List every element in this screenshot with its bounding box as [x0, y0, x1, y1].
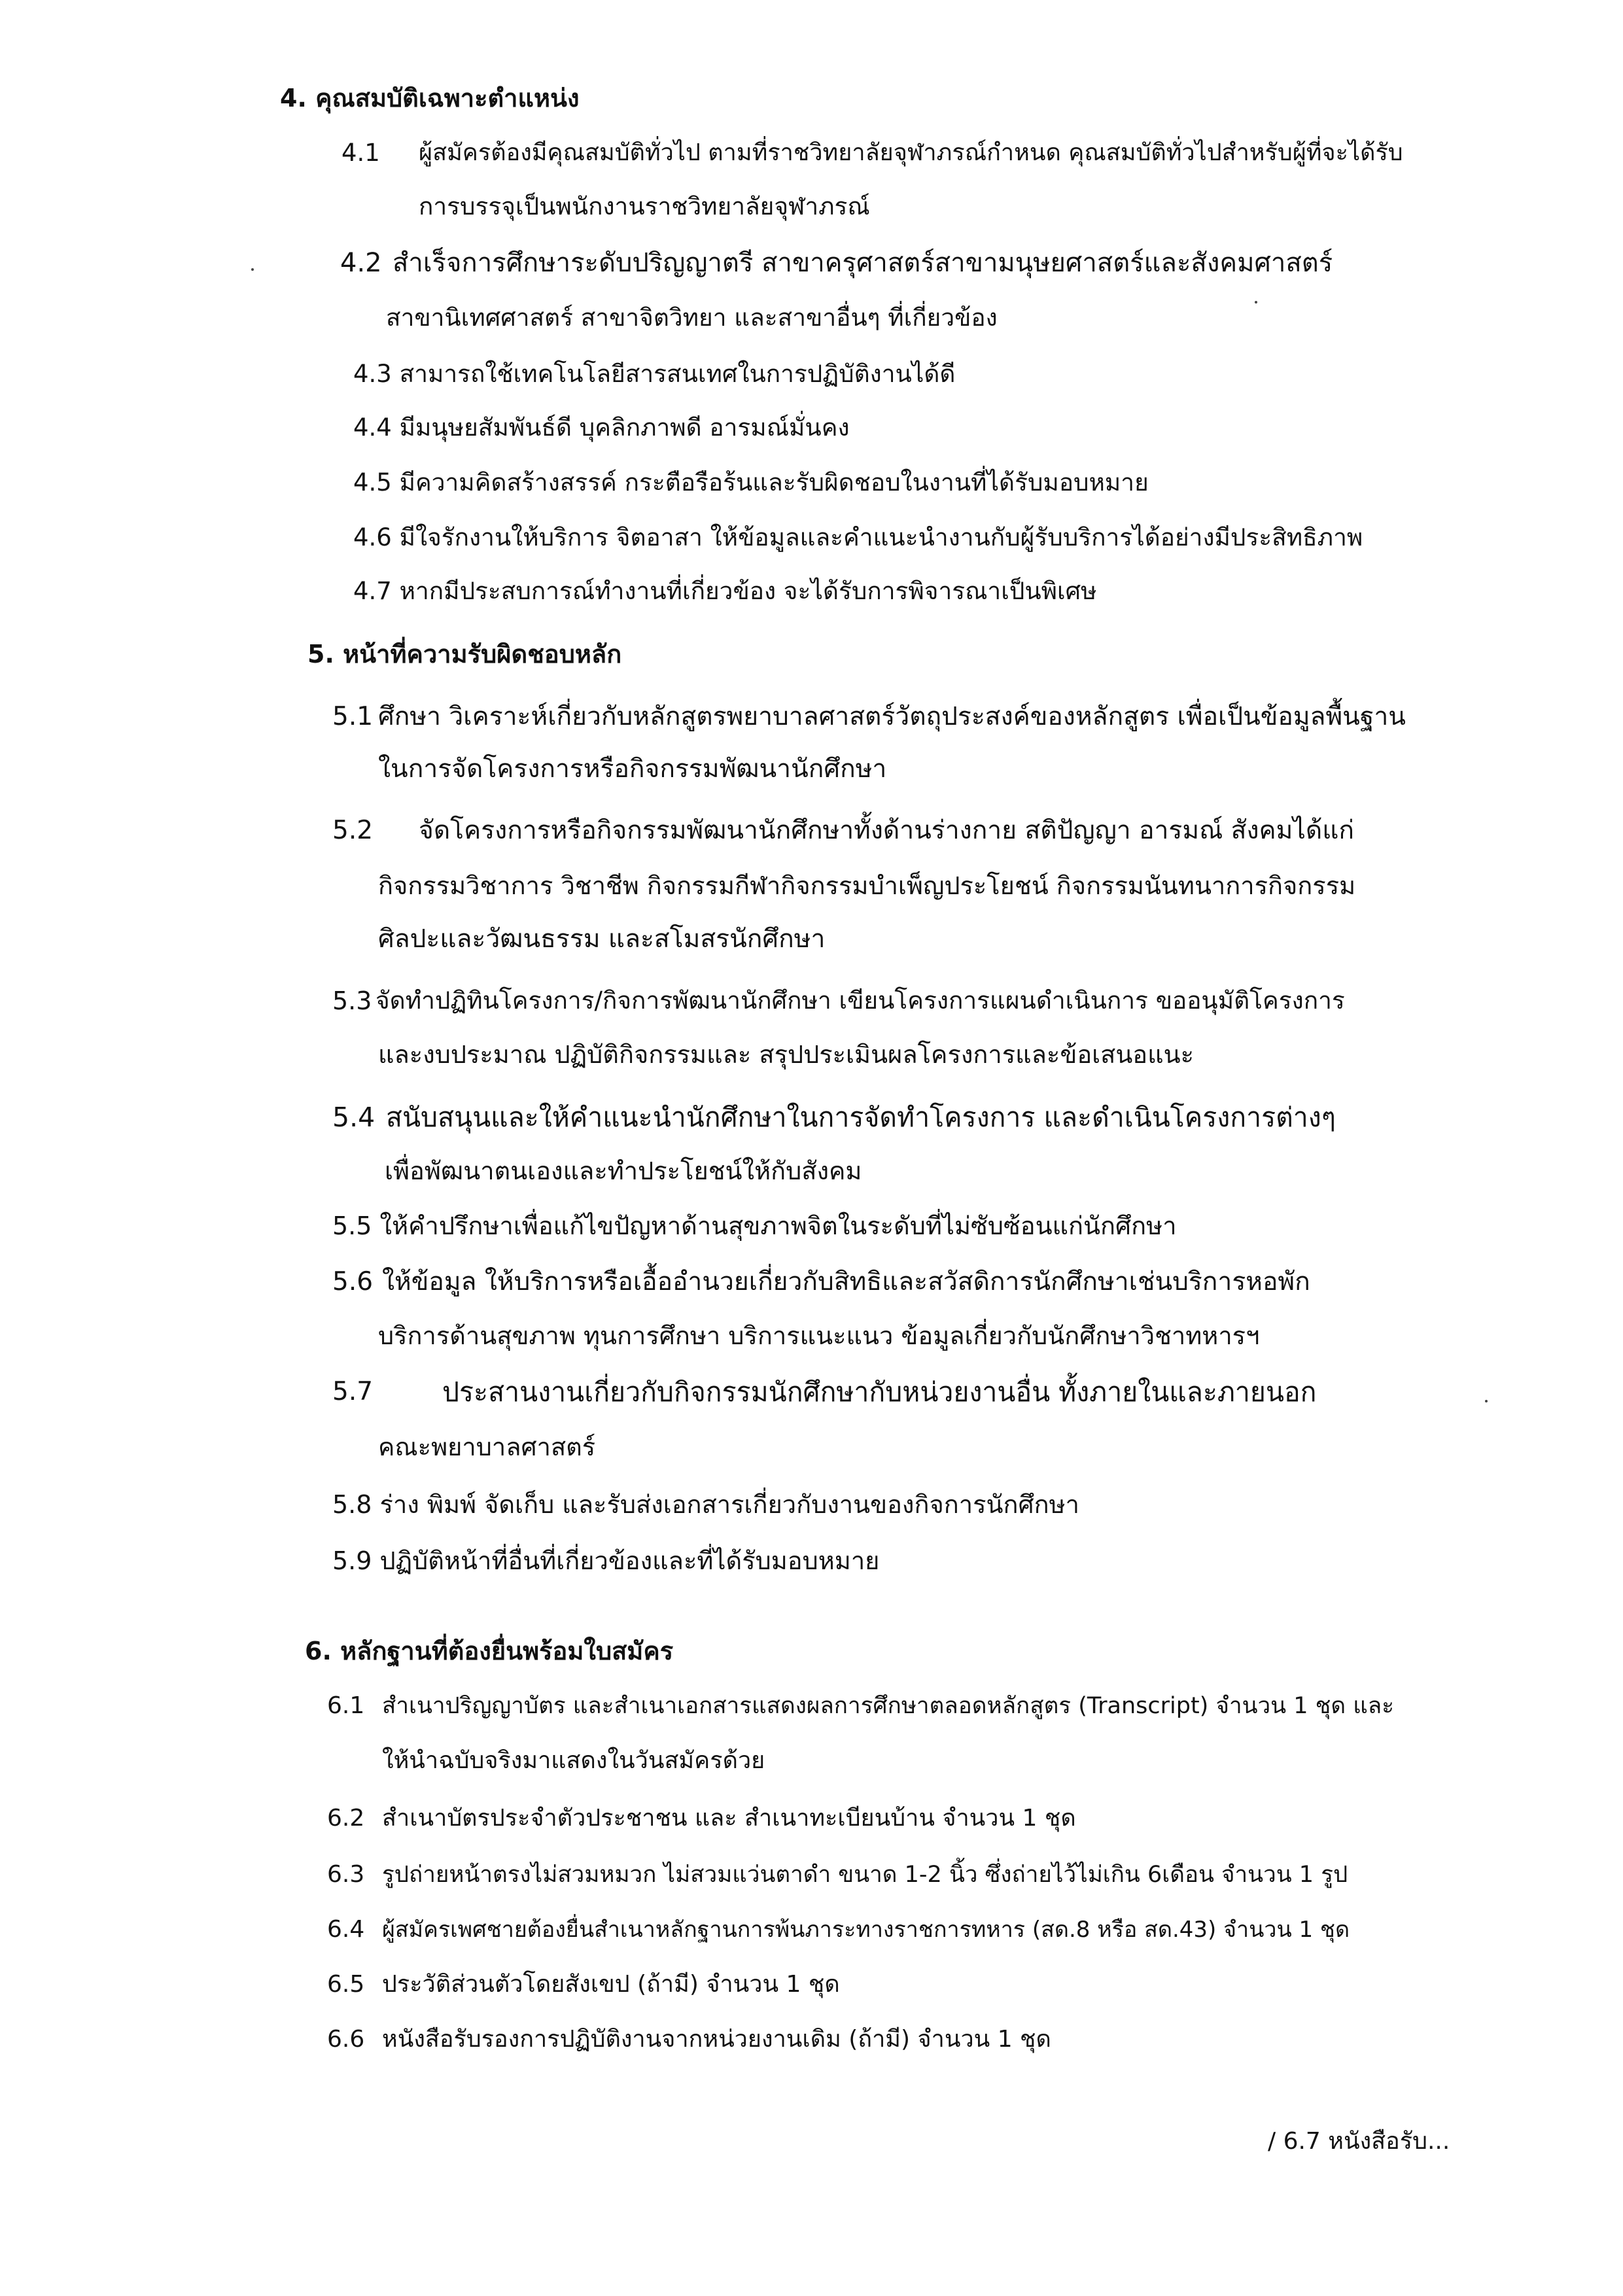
item-5-4-line-2: เพื่อพัฒนาตนเองและทำประโยชน์ให้กับสังคม [385, 1157, 862, 1185]
page-continuation: / 6.7 หนังสือรับ... [1268, 2128, 1450, 2155]
item-5-2-line-1: จัดโครงการหรือกิจกรรมพัฒนานักศึกษาทั้งด้านร่างกาย สติปัญญา อารมณ์ สังคมได้แก่ [419, 816, 1354, 845]
item-6-4-text: ผู้สมัครเพศชายต้องยื่นสำเนาหลักฐานการพ้นภาระทางราชการทหาร (สด.8 หรือ สด.43) จำนวน 1 ชุด [382, 1917, 1350, 1943]
item-6-5-text: ประวัติส่วนตัวโดยสังเขป (ถ้ามี) จำนวน 1 ชุด [382, 1971, 840, 1998]
item-6-5-number: 6.5 [327, 1971, 365, 1998]
item-6-1-line-1: สำเนาปริญญาบัตร และสำเนาเอกสารแสดงผลการศึกษาตลอดหลักสูตร (Transcript) จำนวน 1 ชุด และ [382, 1693, 1395, 1719]
item-4-3 [353, 358, 955, 390]
item-4-7-number: 4.7 [353, 577, 392, 605]
item-5-8-number: 5.8 [332, 1490, 372, 1519]
item-5-8 [332, 1489, 1079, 1520]
scan-speck [1255, 301, 1257, 304]
item-5-1-number: 5.1 [332, 702, 374, 731]
item-4-7 [353, 576, 1097, 607]
item-4-4-text: มีมนุษยสัมพันธ์ดี บุคลิกภาพดี อารมณ์มั่นคง [399, 413, 850, 442]
scan-speck [1485, 1400, 1488, 1402]
item-4-6-text: มีใจรักงานให้บริการ จิตอาสา ให้ข้อมูลและคำแนะนำงานกับผู้รับบริการได้อย่างมีประสิทธิภาพ [399, 523, 1363, 551]
item-4-1-line-2: การบรรจุเป็นพนักงานราชวิทยาลัยจุฬาภรณ์ [419, 192, 870, 220]
item-6-2-number: 6.2 [327, 1805, 365, 1832]
item-5-2-line-2: กิจกรรมวิชาการ วิชาชีพ กิจกรรมกีฬากิจกรรมบำเพ็ญประโยชน์ กิจกรรมนันทนาการกิจกรรม [378, 871, 1356, 900]
item-4-2-line-2: สาขานิเทศศาสตร์ สาขาจิตวิทยา และสาขาอื่นๆ ที่เกี่ยวข้อง [386, 304, 998, 332]
item-4-2-number: 4.2 [340, 248, 382, 278]
item-5-3-line-2: และงบประมาณ ปฏิบัติกิจกรรมและ สรุปประเมินผลโครงการและข้อเสนอแนะ [378, 1040, 1195, 1069]
item-6-3-text: รูปถ่ายหน้าตรงไม่สวมหมวก ไม่สวมแว่นตาดำ ขนาด 1-2 นิ้ว ซึ่งถ่ายไว้ไม่เกิน 6เดือน จำนวน 1 รูป [382, 1862, 1348, 1888]
item-6-4-number: 6.4 [327, 1916, 365, 1943]
item-6-1-line-2: ให้นำฉบับจริงมาแสดงในวันสมัครด้วย [382, 1747, 765, 1774]
item-5-4-line-1: สนับสนุนและให้คำแนะนำนักศึกษาในการจัดทำโครงการ และดำเนินโครงการต่างๆ [386, 1102, 1336, 1133]
item-6-6-text: หนังสือรับรองการปฏิบัติงานจากหน่วยงานเดิม (ถ้ามี) จำนวน 1 ชุด [382, 2026, 1051, 2053]
item-5-7-number: 5.7 [332, 1377, 374, 1406]
item-4-1-line-1: ผู้สมัครต้องมีคุณสมบัติทั่วไป ตามที่ราชวิทยาลัยจุฬาภรณ์กำหนด คุณสมบัติทั่วไปสำหรับผู้ที่จะได้รับ [419, 139, 1403, 166]
item-6-6-number: 6.6 [327, 2026, 365, 2053]
item-5-4-number: 5.4 [332, 1102, 375, 1133]
item-4-5 [353, 467, 1149, 498]
item-5-5-number: 5.5 [332, 1211, 372, 1240]
item-5-2-number: 5.2 [332, 816, 374, 845]
item-4-3-text: สามารถใช้เทคโนโลยีสารสนเทศในการปฏิบัติงานได้ดี [399, 360, 956, 388]
item-4-4-number: 4.4 [353, 413, 392, 442]
section-5-heading: 5. หน้าที่ความรับผิดชอบหลัก [307, 640, 622, 669]
item-5-9-text: ปฏิบัติหน้าที่อื่นที่เกี่ยวข้องและที่ได้รับมอบหมาย [379, 1546, 880, 1575]
section-6-heading: 6. หลักฐานที่ต้องยื่นพร้อมใบสมัคร [305, 1637, 674, 1665]
item-6-2-text: สำเนาบัตรประจำตัวประชาชน และ สำเนาทะเบียนบ้าน จำนวน 1 ชุด [382, 1805, 1076, 1832]
scan-speck [251, 268, 254, 271]
item-5-6-line-1: ให้ข้อมูล ให้บริการหรือเอื้ออำนวยเกี่ยวกับสิทธิและสวัสดิการนักศึกษาเช่นบริการหอพัก [382, 1267, 1310, 1296]
item-5-5-text: ให้คำปรึกษาเพื่อแก้ไขปัญหาด้านสุขภาพจิตในระดับที่ไม่ซับซ้อนแก่นักศึกษา [379, 1211, 1177, 1240]
item-4-5-number: 4.5 [353, 468, 392, 496]
section-4-heading: 4. คุณสมบัติเฉพาะตำแหน่ง [280, 84, 580, 113]
item-5-1-line-2: ในการจัดโครงการหรือกิจกรรมพัฒนานักศึกษา [378, 754, 887, 784]
item-5-7-line-1: ประสานงานเกี่ยวกับกิจกรรมนักศึกษากับหน่วยงานอื่น ทั้งภายในและภายนอก [442, 1376, 1317, 1408]
item-4-5-text: มีความคิดสร้างสรรค์ กระตือรือร้นและรับผิดชอบในงานที่ได้รับมอบหมาย [399, 468, 1149, 496]
item-5-6-line-2: บริการด้านสุขภาพ ทุนการศึกษา บริการแนะแนว ข้อมูลเกี่ยวกับนักศึกษาวิชาทหารฯ [378, 1321, 1260, 1350]
item-5-6-number: 5.6 [332, 1267, 374, 1296]
item-4-1-number: 4.1 [341, 139, 380, 167]
item-5-5 [332, 1210, 1177, 1242]
item-5-9 [332, 1545, 879, 1576]
item-5-9-number: 5.9 [332, 1546, 372, 1575]
item-4-4 [353, 412, 850, 444]
item-4-6 [353, 522, 1363, 553]
item-5-8-text: ร่าง พิมพ์ จัดเก็บ และรับส่งเอกสารเกี่ยวกับงานของกิจการนักศึกษา [379, 1490, 1079, 1519]
item-5-3-line-1: จัดทำปฏิทินโครงการ/กิจการพัฒนานักศึกษา เขียนโครงการแผนดำเนินการ ขออนุมัติโครงการ [375, 986, 1345, 1015]
item-4-2-line-1: สำเร็จการศึกษาระดับปริญญาตรี สาขาครุศาสตร์สาขามนุษยศาสตร์และสังคมศาสตร์ [393, 248, 1333, 278]
item-6-1-number: 6.1 [327, 1692, 365, 1719]
item-5-3-number: 5.3 [332, 986, 372, 1015]
item-6-3-number: 6.3 [327, 1861, 365, 1888]
item-5-2-line-3: ศิลปะและวัฒนธรรม และสโมสรนักศึกษา [378, 924, 826, 954]
item-4-7-text: หากมีประสบการณ์ทำงานที่เกี่ยวข้อง จะได้รับการพิจารณาเป็นพิเศษ [399, 577, 1097, 605]
item-5-1-line-1: ศึกษา วิเคราะห์เกี่ยวกับหลักสูตรพยาบาลศาสตร์วัตถุประสงค์ของหลักสูตร เพื่อเป็นข้อมูลพื้นฐาน [378, 702, 1406, 731]
item-4-6-number: 4.6 [353, 523, 392, 551]
item-5-7-line-2: คณะพยาบาลศาสตร์ [378, 1433, 596, 1461]
item-4-3-number: 4.3 [353, 360, 392, 388]
